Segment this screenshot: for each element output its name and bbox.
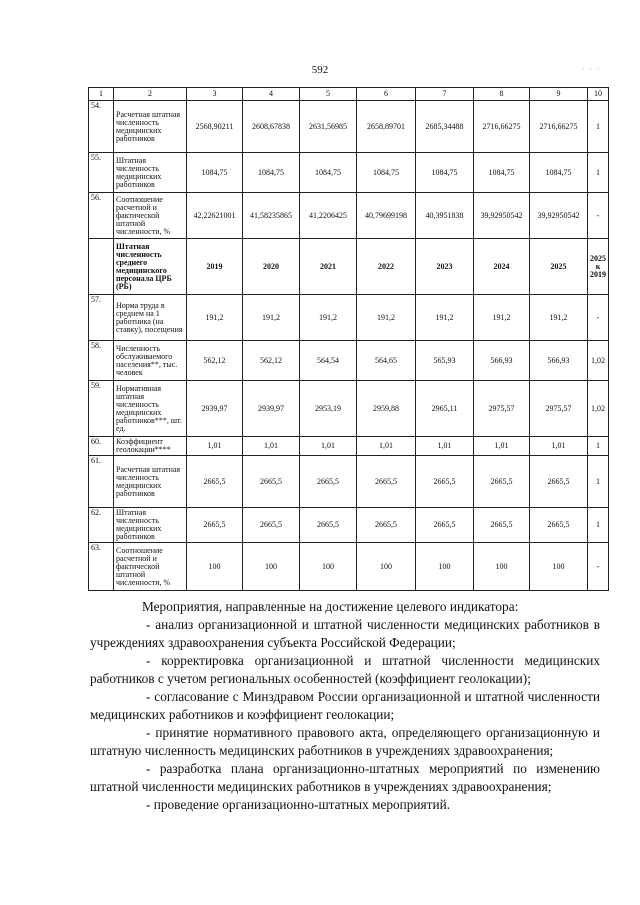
value-cell: 42,22621001 [187,193,243,239]
header-cell: 1 [89,88,114,101]
value-cell: 1 [588,153,609,193]
row-number-cell: 59. [89,381,114,437]
value-cell: 566,93 [474,341,530,381]
row-number-cell: 60. [89,437,114,456]
measure-item: - разработка плана организационно-штатных мероприятий по изменению штатной численности медицинских работников в учреждениях здравоохранения; [90,761,600,794]
measure-item: - проведение организационно-штатных мероприятий. [146,797,451,812]
table-row [89,193,609,239]
value-cell: 41,2206425 [300,193,357,239]
value-cell: 100 [187,543,243,591]
header-cell: 6 [357,88,416,101]
header-cell: 5 [300,88,357,101]
header-cell: 9 [530,88,588,101]
value-cell: 1,02 [588,341,609,381]
value-cell: 2665,5 [187,456,243,508]
value-cell: 2631,56985 [300,101,357,153]
value-cell: 1 [588,508,609,543]
value-cell: 2975,57 [474,381,530,437]
header-cell: 3 [187,88,243,101]
measures-text [90,598,600,814]
value-cell: - [588,295,609,341]
value-cell: 40,3951838 [416,193,474,239]
table-header-row [89,88,609,101]
value-cell: 100 [300,543,357,591]
header-cell: 7 [416,88,474,101]
value-cell: 2939,97 [187,381,243,437]
row-number-cell: 54. [89,101,114,153]
value-cell: 1,01 [357,437,416,456]
value-cell: 2025 [530,239,588,295]
value-cell: 2665,5 [474,456,530,508]
value-cell: 1,01 [300,437,357,456]
value-cell: 191,2 [357,295,416,341]
value-cell: 2023 [416,239,474,295]
value-cell: 564,65 [357,341,416,381]
table-row [89,543,609,591]
value-cell: 1084,75 [300,153,357,193]
value-cell: 2568,90211 [187,101,243,153]
value-cell: 2665,5 [530,456,588,508]
header-cell: 4 [243,88,300,101]
row-label-cell: Норма труда в среднем на 1 работника (на ставку), посещения [114,295,187,341]
value-cell: 39,92950542 [474,193,530,239]
row-label-cell: Численность обслуживаемого населения**, тыс. человек [114,341,187,381]
value-cell: 100 [474,543,530,591]
value-cell: 1 [588,437,609,456]
value-cell: 191,2 [416,295,474,341]
table-row [89,456,609,508]
row-number-cell: 57. [89,295,114,341]
value-cell: 2024 [474,239,530,295]
value-cell: 2019 [187,239,243,295]
value-cell: 191,2 [530,295,588,341]
value-cell: 191,2 [474,295,530,341]
header-cell: 8 [474,88,530,101]
row-label-cell: Штатная численность среднего медицинского персонала ЦРБ (РБ) [114,239,187,295]
value-cell: 100 [416,543,474,591]
value-cell: 566,93 [530,341,588,381]
indicator-table [88,87,609,591]
value-cell: 1,01 [243,437,300,456]
row-number-cell: 62. [89,508,114,543]
measures-intro: Мероприятия, направленные на достижение целевого индикатора: [142,599,519,614]
value-cell: 1,01 [416,437,474,456]
value-cell: 564,54 [300,341,357,381]
row-label-cell: Расчетная штатная численность медицинских работников [114,456,187,508]
measure-item: - согласование с Минздравом России организационной и штатной численности медицинских работников и коэффициент геолокации; [90,689,600,722]
value-cell: 1,01 [187,437,243,456]
value-cell: 1084,75 [474,153,530,193]
table-row [89,101,609,153]
value-cell: 2665,5 [357,456,416,508]
value-cell: 100 [357,543,416,591]
value-cell: 2665,5 [530,508,588,543]
value-cell: 2658,89701 [357,101,416,153]
header-cell: 2 [114,88,187,101]
value-cell: 1,01 [530,437,588,456]
row-number-cell: 58. [89,341,114,381]
value-cell: 1 [588,456,609,508]
value-cell: 2665,5 [416,508,474,543]
table-row [89,508,609,543]
value-cell: 191,2 [300,295,357,341]
value-cell: 100 [243,543,300,591]
value-cell: 2965,11 [416,381,474,437]
value-cell: 2953,19 [300,381,357,437]
value-cell: 2716,66275 [530,101,588,153]
value-cell: 2608,67838 [243,101,300,153]
value-cell: 2665,5 [300,456,357,508]
row-label-cell: Соотношение расчетной и фактической штатной численности, % [114,543,187,591]
value-cell: 2716,66275 [474,101,530,153]
value-cell: - [588,193,609,239]
value-cell: 2665,5 [416,456,474,508]
row-label-cell: Штатная численность медицинских работников [114,153,187,193]
value-cell: 2665,5 [474,508,530,543]
table-row [89,341,609,381]
value-cell: 2665,5 [243,508,300,543]
value-cell: 40,79699198 [357,193,416,239]
value-cell: 191,2 [187,295,243,341]
table-row [89,437,609,456]
value-cell: 100 [530,543,588,591]
value-cell: 2975,57 [530,381,588,437]
value-cell: 2685,34488 [416,101,474,153]
table-row [89,239,609,295]
row-label-cell: Нормативная штатная численность медицинских работников***, шт. ед. [114,381,187,437]
value-cell: 1,01 [474,437,530,456]
table-row [89,295,609,341]
value-cell: 2020 [243,239,300,295]
page-number: 592 [311,64,329,76]
value-cell: 191,2 [243,295,300,341]
table-row [89,381,609,437]
value-cell: 1 [588,101,609,153]
value-cell: 2025 к 2019 [588,239,609,295]
value-cell: 562,12 [187,341,243,381]
value-cell: 562,12 [243,341,300,381]
row-number-cell: 56. [89,193,114,239]
row-label-cell: Коэффициент геолокации**** [114,437,187,456]
value-cell: 565,93 [416,341,474,381]
table-row [89,153,609,193]
value-cell: 2665,5 [243,456,300,508]
value-cell: 2021 [300,239,357,295]
row-number-cell: 63. [89,543,114,591]
value-cell: 1084,75 [530,153,588,193]
value-cell: 41,58235865 [243,193,300,239]
measure-item: - анализ организационной и штатной численности медицинских работников в учреждениях здравоохранения субъекта Российской Федерации; [90,617,600,650]
row-number-cell: 61. [89,456,114,508]
value-cell: 1084,75 [187,153,243,193]
value-cell: - [588,543,609,591]
value-cell: 1084,75 [357,153,416,193]
corner-mark: · · · [582,64,601,74]
value-cell: 2022 [357,239,416,295]
value-cell: 2665,5 [300,508,357,543]
value-cell: 2665,5 [187,508,243,543]
row-label-cell: Расчетная штатная численность медицинских работников [114,101,187,153]
row-label-cell: Штатная численность медицинских работников [114,508,187,543]
row-number-cell: 55. [89,153,114,193]
value-cell: 1084,75 [243,153,300,193]
value-cell: 2959,88 [357,381,416,437]
measure-item: - принятие нормативного правового акта, определяющего организационную и штатную численность медицинских работников в учреждениях здравоохранения; [90,725,600,758]
measure-item: - корректировка организационной и штатной численности медицинских работников с учетом региональных особенностей (коэффициент геолокации); [90,653,600,686]
value-cell: 39,92950542 [530,193,588,239]
header-cell: 10 [588,88,609,101]
row-label-cell: Соотношение расчетной и фактической штатной численности, % [114,193,187,239]
value-cell: 1084,75 [416,153,474,193]
value-cell: 2939,97 [243,381,300,437]
value-cell: 2665,5 [357,508,416,543]
value-cell: 1,02 [588,381,609,437]
row-number-cell [89,239,114,295]
